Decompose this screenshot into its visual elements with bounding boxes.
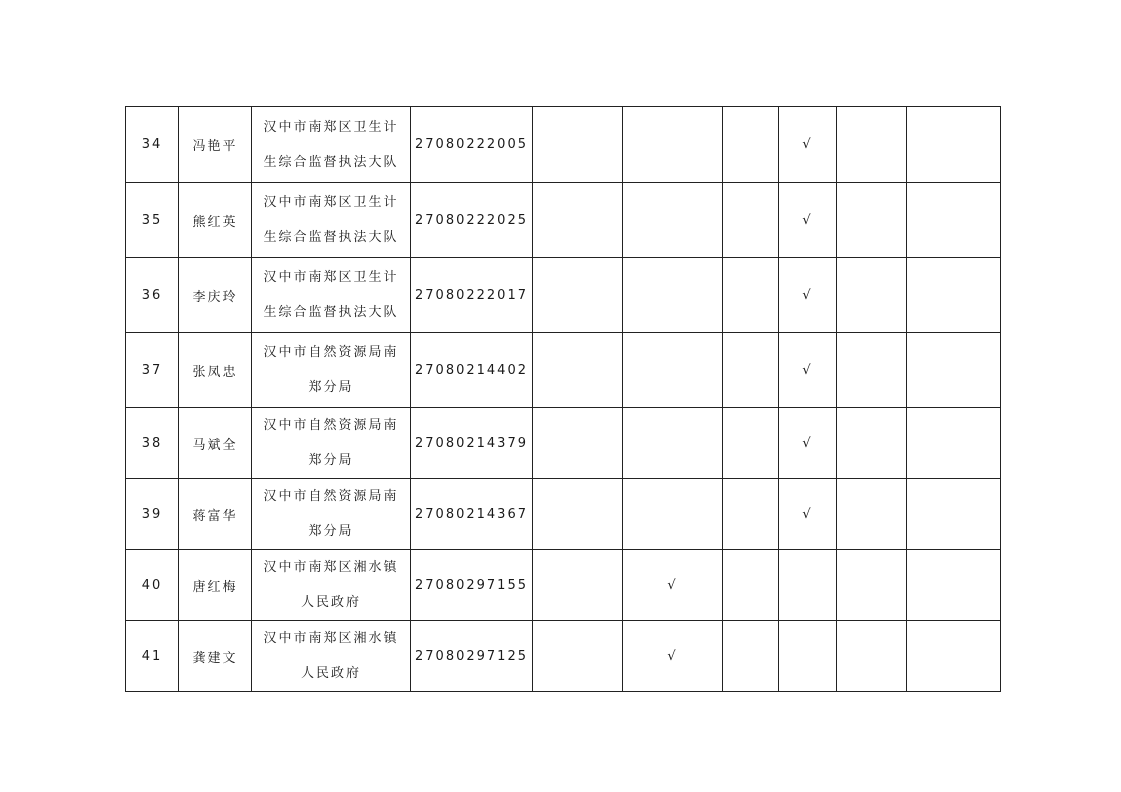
organization-cell [252,550,411,621]
row-number-cell: 39 [126,479,179,550]
id-number-cell: 27080222017 [411,258,533,333]
check-mark-cell [623,183,723,258]
check-mark-cell: √ [779,408,837,479]
organization-line-1: 汉中市南郑区卫生计 [263,195,399,210]
check-mark-cell [533,621,623,692]
row-number-cell: 34 [126,107,179,183]
check-mark-cell [723,258,779,333]
organization-line-2: 生综合监督执法大队 [263,154,399,170]
name-cell: 张凤忠 [179,333,252,408]
check-mark-cell [623,107,723,183]
check-mark-cell: √ [779,479,837,550]
check-mark-cell [723,479,779,550]
check-mark-cell: √ [623,550,723,621]
organization-line-2: 郑分局 [308,524,354,539]
check-mark-cell [907,621,1001,692]
row-number-cell: 41 [126,621,179,692]
check-mark-cell: √ [779,107,837,183]
organization-cell [252,258,411,333]
check-mark-cell [837,183,907,258]
check-mark-cell [533,107,623,183]
organization-line-2: 郑分局 [308,453,354,468]
check-mark-cell [837,258,907,333]
organization-line-1: 汉中市自然资源局南 [263,418,399,433]
organization-line-2: 人民政府 [300,595,361,610]
organization-cell [252,107,411,183]
check-mark-cell [533,258,623,333]
name-cell: 龚建文 [179,621,252,692]
check-mark-cell [623,333,723,408]
id-number-cell: 27080222005 [411,107,533,183]
organization-line-2: 郑分局 [308,380,354,395]
check-mark-cell [837,479,907,550]
check-mark-cell: √ [779,333,837,408]
name-cell: 熊红英 [179,183,252,258]
name-cell: 冯艳平 [179,107,252,183]
organization-line-1: 汉中市南郑区湘水镇 [263,560,399,575]
table-row [126,479,1001,550]
check-mark-cell [723,333,779,408]
organization-line-1: 汉中市南郑区湘水镇 [263,631,399,646]
check-mark-cell [779,550,837,621]
id-number-cell: 27080222025 [411,183,533,258]
check-mark-cell [723,107,779,183]
row-number-cell: 40 [126,550,179,621]
check-mark-cell: √ [623,621,723,692]
organization-line-2: 生综合监督执法大队 [263,305,399,320]
table-row [126,258,1001,333]
id-number-cell: 27080297155 [411,550,533,621]
check-mark-cell [907,479,1001,550]
organization-line-1: 汉中市南郑区卫生计 [263,119,399,135]
check-mark-cell [837,333,907,408]
check-mark-cell [533,408,623,479]
check-mark-cell [837,107,907,183]
check-mark-cell [779,621,837,692]
row-number-cell: 36 [126,258,179,333]
check-mark-cell [723,408,779,479]
check-mark-cell [837,550,907,621]
organization-cell [252,479,411,550]
row-number-cell: 38 [126,408,179,479]
table-row [126,408,1001,479]
organization-line-1: 汉中市自然资源局南 [263,489,399,504]
check-mark-cell [723,183,779,258]
check-mark-cell [533,479,623,550]
check-mark-cell [907,333,1001,408]
id-number-cell: 27080214367 [411,479,533,550]
table-row [126,333,1001,408]
check-mark-cell [837,408,907,479]
table-row [126,621,1001,692]
table-row [126,183,1001,258]
name-cell: 李庆玲 [179,258,252,333]
organization-cell [252,333,411,408]
row-number-cell: 35 [126,183,179,258]
check-mark-cell [907,183,1001,258]
check-mark-cell [723,621,779,692]
check-mark-cell [837,621,907,692]
check-mark-cell [907,107,1001,183]
organization-line-2: 生综合监督执法大队 [263,230,399,245]
name-cell: 马斌全 [179,408,252,479]
check-mark-cell [623,408,723,479]
check-mark-cell [907,550,1001,621]
table-body [126,107,1001,692]
check-mark-cell [907,408,1001,479]
id-number-cell: 27080214379 [411,408,533,479]
organization-cell [252,621,411,692]
check-mark-cell: √ [779,258,837,333]
check-mark-cell [723,550,779,621]
name-cell: 唐红梅 [179,550,252,621]
personnel-table [125,106,1001,692]
check-mark-cell: √ [779,183,837,258]
check-mark-cell [533,183,623,258]
row-number-cell: 37 [126,333,179,408]
name-cell: 蒋富华 [179,479,252,550]
organization-line-1: 汉中市南郑区卫生计 [263,270,399,285]
organization-cell [252,408,411,479]
check-mark-cell [907,258,1001,333]
id-number-cell: 27080214402 [411,333,533,408]
table-row [126,550,1001,621]
organization-line-1: 汉中市自然资源局南 [263,345,399,360]
id-number-cell: 27080297125 [411,621,533,692]
organization-cell [252,183,411,258]
check-mark-cell [533,333,623,408]
check-mark-cell [623,479,723,550]
check-mark-cell [533,550,623,621]
organization-line-2: 人民政府 [300,666,361,681]
check-mark-cell [623,258,723,333]
table-row [126,107,1001,183]
